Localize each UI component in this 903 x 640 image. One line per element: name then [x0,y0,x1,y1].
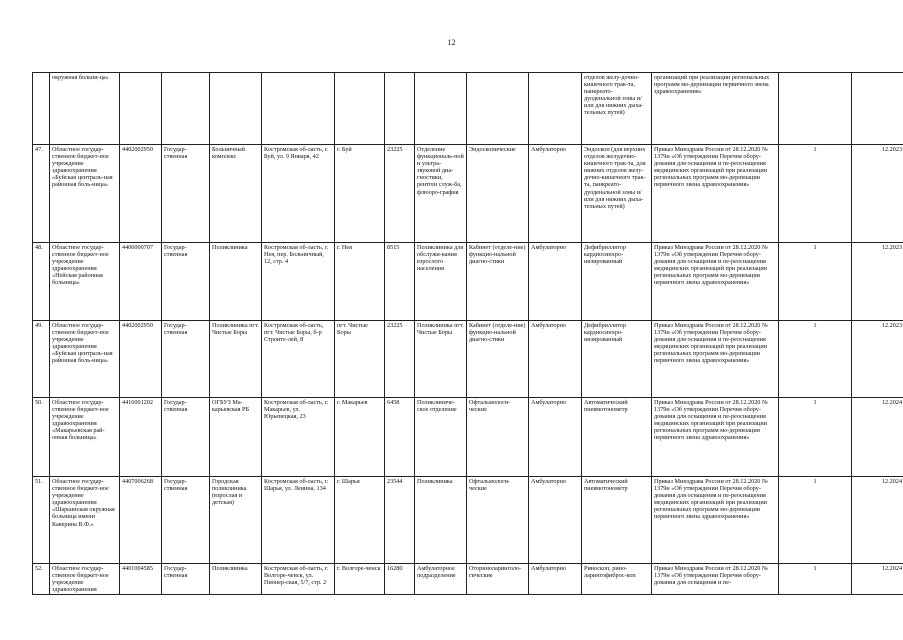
table-row [33,477,903,564]
equipment-quantity: 1 [779,398,852,477]
ownership-form: Государ-ственная [162,321,210,398]
inn-code: 4416001202 [120,398,162,477]
locality: г. Буй [335,145,385,243]
population-served: 8515 [385,243,415,321]
row-number: 52. [33,564,50,595]
row-number: 47. [33,145,50,243]
table-row [33,564,903,595]
organization-name: Областное государ-ственное бюджет-ное учреждение здравоохранения «Макарьевская рай-онная больница» [50,398,120,477]
equipment-quantity: 1 [779,243,852,321]
cabinet-type: Офтальмологи-ческие [467,398,529,477]
subdivision: Поликлиника для обслужи-вания взрослого населения [415,243,467,321]
table-row [33,398,903,477]
delivery-date: 12.2024 [852,564,903,595]
population-served: 6458 [385,398,415,477]
table-row [33,321,903,398]
organization-name: Областное государ-ственное бюджет-ное учреждение здравоохранения «Буйская централь-ная районная боль-ница» [50,145,120,243]
inn-code: 4406000707 [120,243,162,321]
facility-address: Костромская об-ласть, г. Шарья, ул. Ленина, 134 [262,477,335,564]
regulatory-basis: Приказ Минздрава России от 28.12.2020 № 1379н «Об утверждении Перечня обору-дования для оснащения и пе-реоснащения медицинских организаций при реализации региональных программ мо-дернизации первичного звена здравоохранения» [652,321,779,398]
facility-type: Городская поликлиника (взрослая и детская) [210,477,262,564]
delivery-date: 12.2024 [852,477,903,564]
ownership-form: Государ-ственная [162,477,210,564]
cabinet-type: Кабинет (отделе-ние) функцио-нальной диагно-стики [467,243,529,321]
regulatory-basis: организаций при реализации региональных программ мо-дернизации первичного звена здравоохранения» [652,73,779,145]
facility-type: Поликлиника пгт. Чистые Боры [210,321,262,398]
organization-name: Областное государ-ственное бюджет-ное учреждение здравоохранения «Буйская централь-ная районная боль-ница» [50,321,120,398]
inn-code: 4401004585 [120,564,162,595]
equipment-name: Дефибриллятор кардиосинхро-низированный [582,243,652,321]
facility-address: Костромская об-ласть, г. Макарьев, ул. Юрьевецкая, 23 [262,398,335,477]
equipment-quantity: 1 [779,564,852,595]
inn-code [120,73,162,145]
organization-name: Областное государ-ственное бюджет-ное учреждение здравоохранения «Нейская районная больница» [50,243,120,321]
table-row [33,73,903,145]
cabinet-type [467,73,529,145]
subdivision: Поликлиника [415,477,467,564]
delivery-date: 12.2023 [852,243,903,321]
subdivision: Амбулаторное подразделение [415,564,467,595]
organization-name: Областное государ-ственное бюджет-ное учреждение здравоохранения «Шарьинская окружная больница имени Каверина В.Ф.» [50,477,120,564]
population-served: 23544 [385,477,415,564]
delivery-date: 12.2024 [852,398,903,477]
care-conditions: Амбулаторно [529,564,582,595]
equipment-name: Автоматический пневмотонометр [582,477,652,564]
care-conditions: Амбулаторно [529,477,582,564]
locality: г. Волгоре-ченск [335,564,385,595]
equipment-name: Эндоскоп (для верхних отделов желудочно-кишечного трак-та, для нижних отделов желу-дочно-кишечного трак-та, панкреато-дуоденальной зоны и/или для нижних дыха-тельных путей) [582,145,652,243]
facility-address [262,73,335,145]
page-number: 12 [447,38,456,47]
registry-body [33,73,903,595]
facility-type: Поликлиника [210,243,262,321]
row-number: 50. [33,398,50,477]
care-conditions: Амбулаторно [529,398,582,477]
regulatory-basis: Приказ Минздрава России от 28.12.2020 № 1379н «Об утверждении Перечня обору-дования для оснащения и пе- [652,564,779,595]
cabinet-type: Офтальмологи-ческие [467,477,529,564]
row-number: 49. [33,321,50,398]
row-number [33,73,50,145]
subdivision [415,73,467,145]
equipment-registry-table [32,72,903,595]
ownership-form: Государ-ственная [162,564,210,595]
equipment-name: Дефибриллятор кардиосинхро-низированный [582,321,652,398]
facility-type: Поликлиника [210,564,262,595]
ownership-form: Государ-ственная [162,145,210,243]
equipment-quantity [779,73,852,145]
equipment-name: Автоматический пневмотонометр [582,398,652,477]
facility-address: Костромская об-ласть, г. Буй, ул. 9 Января, 42 [262,145,335,243]
locality: г. Шарья [335,477,385,564]
equipment-quantity: 1 [779,321,852,398]
regulatory-basis: Приказ Минздрава России от 28.12.2020 № 1379н «Об утверждении Перечня обору-дования для оснащения и пе-реоснащения медицинских организаций при реализации региональных программ мо-дернизации первичного звена здравоохранения» [652,243,779,321]
delivery-date [852,73,903,145]
population-served [385,73,415,145]
subdivision: Поликлиниче-ское отделение [415,398,467,477]
delivery-date: 12.2023 [852,145,903,243]
care-conditions: Амбулаторно [529,145,582,243]
equipment-quantity: 1 [779,145,852,243]
ownership-form: Государ-ственная [162,398,210,477]
regulatory-basis: Приказ Минздрава России от 28.12.2020 № 1379н «Об утверждении Перечня обору-дования для оснащения и пе-реоснащения медицинских организаций при реализации региональных программ мо-дернизации первичного звена здравоохранения» [652,398,779,477]
population-served: 16280 [385,564,415,595]
cabinet-type: Эндоскопические [467,145,529,243]
facility-address: Костромская об-ласть, пгт. Чистые Боры, б-р Строите-лей, 8 [262,321,335,398]
row-number: 48. [33,243,50,321]
organization-name: окружная больни-ца» [50,73,120,145]
population-served: 23225 [385,321,415,398]
inn-code: 4402002950 [120,321,162,398]
locality: пгт. Чистые Боры [335,321,385,398]
table-row [33,243,903,321]
facility-type: Больничный комплекс [210,145,262,243]
facility-type: ОГБУЗ Ма-карьевская РБ [210,398,262,477]
row-number: 51. [33,477,50,564]
subdivision: Поликлиника пгт. Чистые Боры [415,321,467,398]
population-served: 23225 [385,145,415,243]
care-conditions: Амбулаторно [529,243,582,321]
inn-code: 4407006268 [120,477,162,564]
equipment-name: отделов желу-дочно-кишечного трак-та, панкреато-дуоденальной зоны и/или для нижних дыха-тельных путей) [582,73,652,145]
table-row [33,145,903,243]
regulatory-basis: Приказ Минздрава России от 28.12.2020 № 1379н «Об утверждении Перечня обору-дования для оснащения и пе-реоснащения медицинских организаций при реализации региональных программ мо-дернизации первичного звена здравоохранения» [652,477,779,564]
locality: г. Нея [335,243,385,321]
equipment-name: Риноскоп, рино-ларингофиброс-коп [582,564,652,595]
equipment-quantity: 1 [779,477,852,564]
cabinet-type: Оториноларинголо-гические [467,564,529,595]
care-conditions: Амбулаторно [529,321,582,398]
ownership-form [162,73,210,145]
organization-name: Областное государ-ственное бюджет-ное учреждение здравоохранения [50,564,120,595]
facility-address: Костромская об-ласть, г. Волгоре-ченск, ул. Пионер-ская, 5/7, стр. 2 [262,564,335,595]
subdivision: Отделение функциональ-ной и ультра-звуковой диа-гностики, рентген служ-ба, флюоро-графия [415,145,467,243]
facility-type [210,73,262,145]
regulatory-basis: Приказ Минздрава России от 28.12.2020 № 1379н «Об утверждении Перечня обору-дования для оснащения и пе-реоснащения медицинских организаций при реализации региональных программ мо-дернизации первичного звена здравоохранения» [652,145,779,243]
facility-address: Костромская об-ласть, г. Нея, пер. Больничный, 12, стр. 4 [262,243,335,321]
delivery-date: 12.2023 [852,321,903,398]
cabinet-type: Кабинет (отделе-ние) функцио-нальной диагно-стики [467,321,529,398]
locality [335,73,385,145]
care-conditions [529,73,582,145]
inn-code: 4402002950 [120,145,162,243]
locality: г. Макарьев [335,398,385,477]
ownership-form: Государ-ственная [162,243,210,321]
